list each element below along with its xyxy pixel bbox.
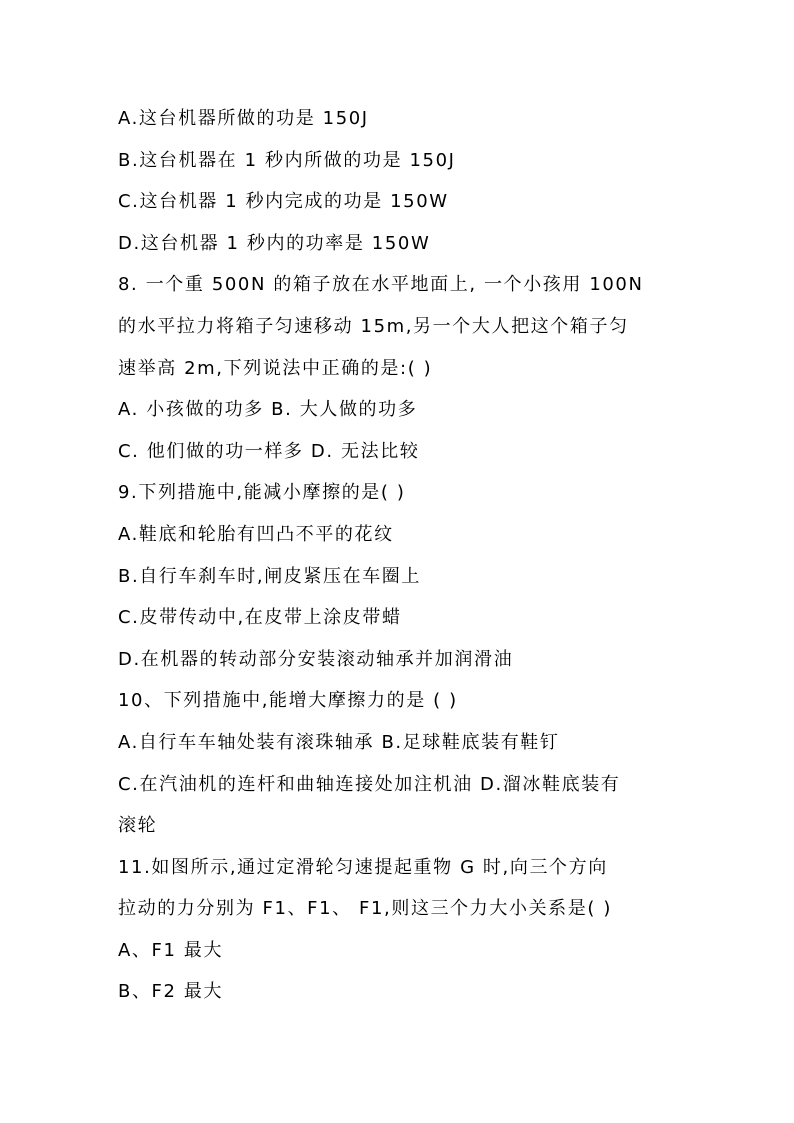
q9-option-c: C.皮带传动中,在皮带上涂皮带蜡 <box>118 607 402 629</box>
q8-stem-line-3: 速举高 2m,下列说法中正确的是:( ) <box>118 357 433 379</box>
q11-stem-line-2: 拉动的力分别为 F1、F1、 F1,则这三个力大小关系是( ) <box>118 898 612 920</box>
q7-option-d: D.这台机器 1 秒内的功率是 150W <box>118 232 431 254</box>
q10-options-cd-line-1: C.在汽油机的连杆和曲轴连接处加注机油 D.溜冰鞋底装有 <box>118 773 621 795</box>
q11-option-a: A、F1 最大 <box>118 939 224 961</box>
q11-stem-line-1: 11.如图所示,通过定滑轮匀速提起重物 G 时,向三个方向 <box>118 856 608 878</box>
q9-option-d: D.在机器的转动部分安装滚动轴承并加润滑油 <box>118 648 514 670</box>
q11-option-b: B、F2 最大 <box>118 981 224 1003</box>
q9-option-a: A.鞋底和轮胎有凹凸不平的花纹 <box>118 523 394 545</box>
q8-stem-line-2: 的水平拉力将箱子匀速移动 15m,另一个大人把这个箱子匀 <box>118 315 629 337</box>
q7-option-b: B.这台机器在 1 秒内所做的功是 150J <box>118 149 456 171</box>
q10-stem: 10、下列措施中,能增大摩擦力的是 ( ) <box>118 690 458 712</box>
document-page <box>118 98 678 1013</box>
q7-option-c: C.这台机器 1 秒内完成的功是 150W <box>118 191 449 213</box>
q8-options-cd: C. 他们做的功一样多 D. 无法比较 <box>118 440 420 462</box>
q7-option-a: A.这台机器所做的功是 150J <box>118 108 369 129</box>
q10-options-cd-line-2: 滚轮 <box>118 815 158 837</box>
q8-options-ab: A. 小孩做的功多 B. 大人做的功多 <box>118 399 418 421</box>
q8-stem-line-1: 8. 一个重 500N 的箱子放在水平地面上, 一个小孩用 100N <box>118 274 644 296</box>
q10-options-ab: A.自行车车轴处装有滚珠轴承 B.足球鞋底装有鞋钉 <box>118 731 560 753</box>
q9-option-b: B.自行车刹车时,闸皮紧压在车圈上 <box>118 565 421 587</box>
q9-stem: 9.下列措施中,能减小摩擦的是( ) <box>118 482 406 504</box>
